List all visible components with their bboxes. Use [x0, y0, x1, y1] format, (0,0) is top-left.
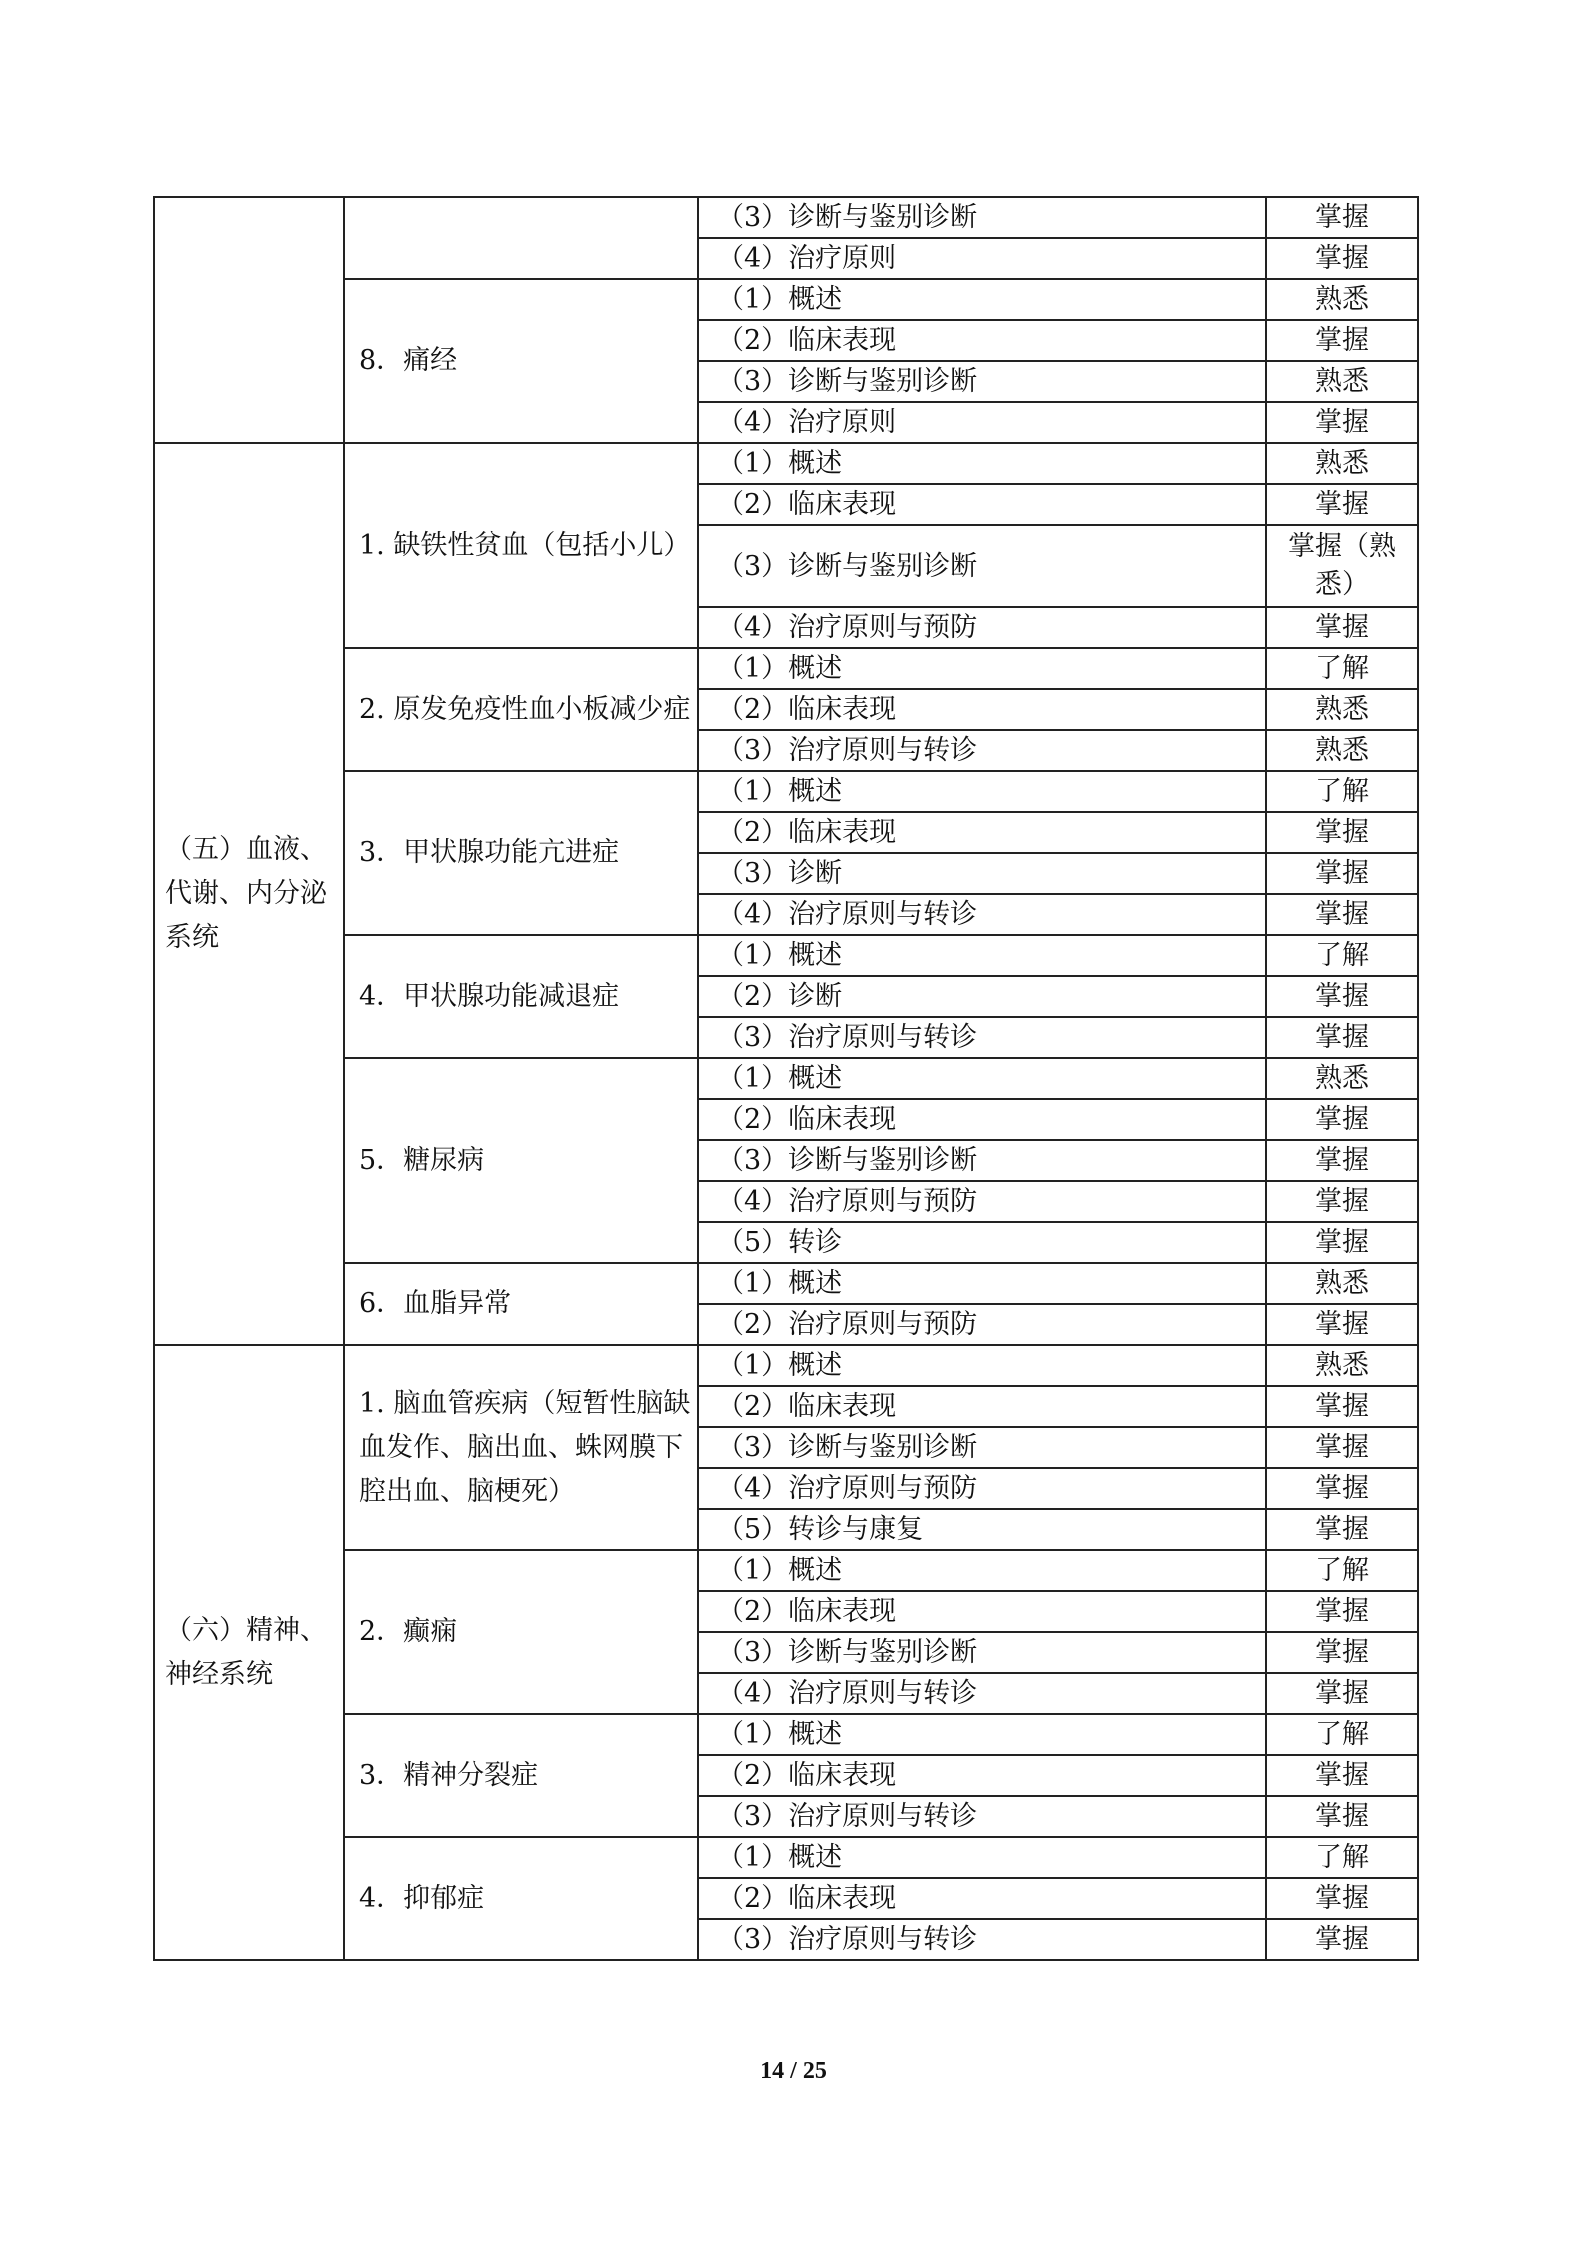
- level-cell: 了解: [1266, 648, 1418, 689]
- system-cell: （五）血液、代谢、内分泌系统: [154, 443, 344, 1345]
- level-cell: 掌握: [1266, 1099, 1418, 1140]
- table-row: [154, 935, 1418, 976]
- topic-cell: （1）概述: [698, 1263, 1266, 1304]
- topic-cell: （2）临床表现: [698, 689, 1266, 730]
- level-cell: 掌握（熟悉）: [1266, 525, 1418, 607]
- topic-cell: （4）治疗原则与预防: [698, 1181, 1266, 1222]
- page-number: 14 / 25: [760, 2058, 827, 2084]
- topic-cell: （2）临床表现: [698, 1755, 1266, 1796]
- level-cell: 熟悉: [1266, 1345, 1418, 1386]
- level-cell: 熟悉: [1266, 279, 1418, 320]
- disease-cell: 3．精神分裂症: [344, 1714, 698, 1837]
- table-row: [154, 1714, 1418, 1755]
- disease-cell: 2．癫痫: [344, 1550, 698, 1714]
- topic-cell: （1）概述: [698, 771, 1266, 812]
- topic-cell: （3）诊断与鉴别诊断: [698, 1427, 1266, 1468]
- topic-cell: （3）诊断与鉴别诊断: [698, 1632, 1266, 1673]
- topic-cell: （4）治疗原则与转诊: [698, 1673, 1266, 1714]
- topic-cell: （2）临床表现: [698, 484, 1266, 525]
- level-cell: 掌握: [1266, 976, 1418, 1017]
- level-cell: 掌握: [1266, 1878, 1418, 1919]
- disease-cell: 4．抑郁症: [344, 1837, 698, 1960]
- system-cell: （六）精神、神经系统: [154, 1345, 344, 1960]
- level-cell: 了解: [1266, 1550, 1418, 1591]
- level-cell: 掌握: [1266, 484, 1418, 525]
- level-cell: 了解: [1266, 771, 1418, 812]
- topic-cell: （4）治疗原则与转诊: [698, 894, 1266, 935]
- topic-cell: （1）概述: [698, 1550, 1266, 1591]
- level-cell: 掌握: [1266, 853, 1418, 894]
- topic-cell: （5）转诊: [698, 1222, 1266, 1263]
- level-cell: 掌握: [1266, 1017, 1418, 1058]
- table-row: [154, 279, 1418, 320]
- topic-cell: （1）概述: [698, 443, 1266, 484]
- level-cell: 掌握: [1266, 607, 1418, 648]
- topic-cell: （3）治疗原则与转诊: [698, 1796, 1266, 1837]
- topic-cell: （3）诊断: [698, 853, 1266, 894]
- disease-cell: 3．甲状腺功能亢进症: [344, 771, 698, 935]
- level-cell: 掌握: [1266, 812, 1418, 853]
- level-cell: 掌握: [1266, 238, 1418, 279]
- level-cell: 熟悉: [1266, 1263, 1418, 1304]
- level-cell: 掌握: [1266, 320, 1418, 361]
- level-cell: 掌握: [1266, 1427, 1418, 1468]
- disease-cell: 8．痛经: [344, 279, 698, 443]
- disease-cell: 1. 脑血管疾病（短暂性脑缺血发作、脑出血、蛛网膜下腔出血、脑梗死）: [344, 1345, 698, 1550]
- topic-cell: （2）临床表现: [698, 1386, 1266, 1427]
- level-cell: 掌握: [1266, 1509, 1418, 1550]
- level-cell: 掌握: [1266, 197, 1418, 238]
- level-cell: 掌握: [1266, 1919, 1418, 1960]
- topic-cell: （1）概述: [698, 1837, 1266, 1878]
- level-cell: 掌握: [1266, 1632, 1418, 1673]
- disease-cell: [344, 197, 698, 279]
- table-row: [154, 197, 1418, 238]
- table-row: [154, 443, 1418, 484]
- topic-cell: （1）概述: [698, 648, 1266, 689]
- table-row: [154, 1550, 1418, 1591]
- table-row: [154, 1263, 1418, 1304]
- table-row: [154, 1345, 1418, 1386]
- level-cell: 掌握: [1266, 1796, 1418, 1837]
- level-cell: 了解: [1266, 935, 1418, 976]
- table-body: [154, 197, 1418, 1960]
- level-cell: 掌握: [1266, 1222, 1418, 1263]
- level-cell: 掌握: [1266, 1591, 1418, 1632]
- topic-cell: （2）诊断: [698, 976, 1266, 1017]
- topic-cell: （2）临床表现: [698, 812, 1266, 853]
- disease-cell: 5．糖尿病: [344, 1058, 698, 1263]
- level-cell: 掌握: [1266, 402, 1418, 443]
- level-cell: 熟悉: [1266, 730, 1418, 771]
- topic-cell: （1）概述: [698, 1345, 1266, 1386]
- level-cell: 了解: [1266, 1837, 1418, 1878]
- table-row: [154, 1058, 1418, 1099]
- table-row: [154, 1837, 1418, 1878]
- topic-cell: （4）治疗原则: [698, 402, 1266, 443]
- topic-cell: （4）治疗原则: [698, 238, 1266, 279]
- table-row: [154, 648, 1418, 689]
- topic-cell: （3）诊断与鉴别诊断: [698, 361, 1266, 402]
- level-cell: 熟悉: [1266, 443, 1418, 484]
- topic-cell: （2）治疗原则与预防: [698, 1304, 1266, 1345]
- topic-cell: （4）治疗原则与预防: [698, 607, 1266, 648]
- topic-cell: （1）概述: [698, 1058, 1266, 1099]
- topic-cell: （3）诊断与鉴别诊断: [698, 525, 1266, 607]
- syllabus-table: [153, 196, 1419, 1961]
- topic-cell: （5）转诊与康复: [698, 1509, 1266, 1550]
- disease-cell: 4．甲状腺功能减退症: [344, 935, 698, 1058]
- topic-cell: （3）治疗原则与转诊: [698, 1017, 1266, 1058]
- level-cell: 掌握: [1266, 1181, 1418, 1222]
- level-cell: 掌握: [1266, 1755, 1418, 1796]
- level-cell: 掌握: [1266, 1140, 1418, 1181]
- topic-cell: （2）临床表现: [698, 320, 1266, 361]
- topic-cell: （2）临床表现: [698, 1878, 1266, 1919]
- level-cell: 熟悉: [1266, 689, 1418, 730]
- topic-cell: （1）概述: [698, 1714, 1266, 1755]
- level-cell: 掌握: [1266, 1304, 1418, 1345]
- level-cell: 掌握: [1266, 1673, 1418, 1714]
- topic-cell: （2）临床表现: [698, 1099, 1266, 1140]
- topic-cell: （3）治疗原则与转诊: [698, 730, 1266, 771]
- level-cell: 掌握: [1266, 1386, 1418, 1427]
- topic-cell: （4）治疗原则与预防: [698, 1468, 1266, 1509]
- level-cell: 了解: [1266, 1714, 1418, 1755]
- disease-cell: 2. 原发免疫性血小板减少症: [344, 648, 698, 771]
- topic-cell: （3）治疗原则与转诊: [698, 1919, 1266, 1960]
- disease-cell: 6．血脂异常: [344, 1263, 698, 1345]
- topic-cell: （2）临床表现: [698, 1591, 1266, 1632]
- topic-cell: （1）概述: [698, 279, 1266, 320]
- table-row: [154, 771, 1418, 812]
- level-cell: 掌握: [1266, 1468, 1418, 1509]
- topic-cell: （3）诊断与鉴别诊断: [698, 197, 1266, 238]
- level-cell: 熟悉: [1266, 1058, 1418, 1099]
- topic-cell: （3）诊断与鉴别诊断: [698, 1140, 1266, 1181]
- system-cell: [154, 197, 344, 443]
- disease-cell: 1. 缺铁性贫血（包括小儿）: [344, 443, 698, 648]
- level-cell: 熟悉: [1266, 361, 1418, 402]
- topic-cell: （1）概述: [698, 935, 1266, 976]
- level-cell: 掌握: [1266, 894, 1418, 935]
